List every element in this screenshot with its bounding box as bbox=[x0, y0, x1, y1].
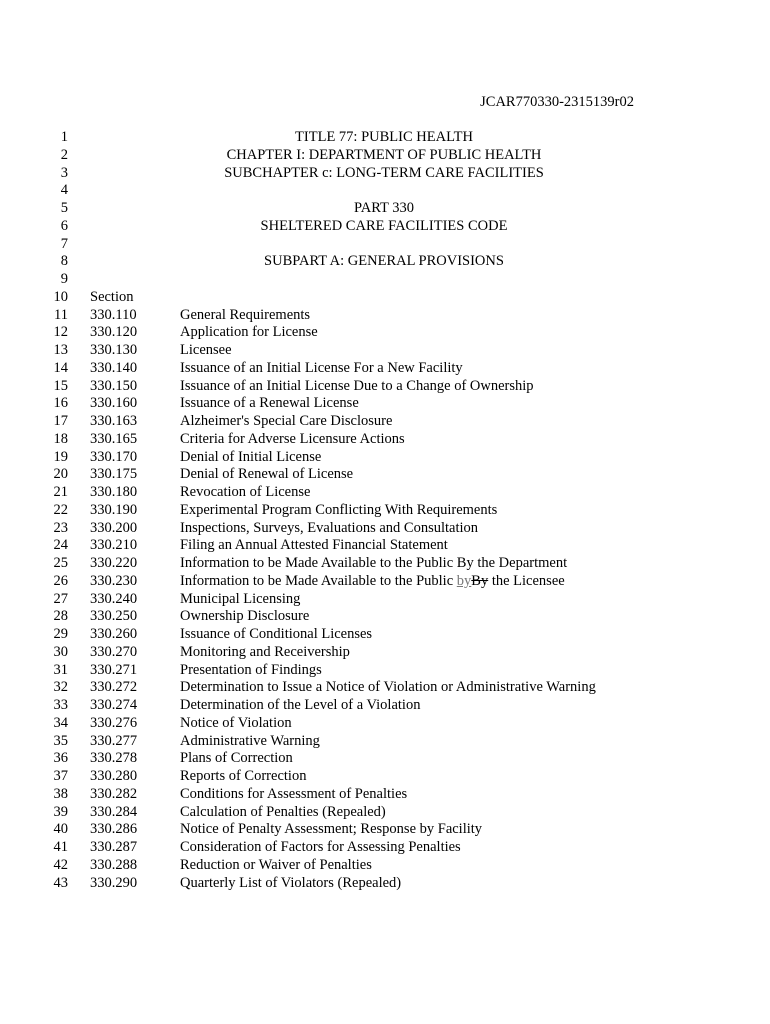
section-number: 330.250 bbox=[90, 608, 138, 625]
line-number: 16 bbox=[53, 395, 68, 412]
line-number: 11 bbox=[54, 306, 68, 323]
section-number: 330.270 bbox=[90, 643, 138, 660]
document-line bbox=[30, 484, 730, 502]
line-number: 18 bbox=[53, 430, 68, 447]
line-number: 22 bbox=[53, 501, 68, 518]
document-line bbox=[30, 271, 730, 289]
document-line bbox=[30, 733, 730, 751]
section-number: 330.271 bbox=[90, 661, 138, 678]
document-id: JCAR770330-2315139r02 bbox=[480, 94, 634, 110]
line-number: 32 bbox=[53, 679, 68, 696]
document-line bbox=[30, 165, 730, 183]
section-title: Municipal Licensing bbox=[180, 590, 301, 607]
section-title: Reduction or Waiver of Penalties bbox=[180, 856, 372, 873]
document-line bbox=[30, 750, 730, 768]
document-line bbox=[30, 715, 730, 733]
document-line bbox=[30, 342, 730, 360]
section-title: Licensee bbox=[180, 342, 232, 358]
line-number: 10 bbox=[53, 288, 68, 305]
line-number: 41 bbox=[53, 839, 68, 855]
document-line bbox=[30, 768, 730, 786]
section-title: Inspections, Surveys, Evaluations and Consultation bbox=[180, 519, 479, 536]
line-number: 23 bbox=[53, 519, 68, 536]
line-number: 7 bbox=[60, 235, 68, 252]
section-number: 330.160 bbox=[90, 395, 138, 412]
section-number: 330.277 bbox=[90, 732, 138, 749]
document-line bbox=[30, 662, 730, 680]
section-title: Calculation of Penalties (Repealed) bbox=[180, 803, 386, 820]
section-number: 330.200 bbox=[90, 519, 138, 536]
section-number: 330.287 bbox=[90, 839, 138, 855]
heading-text: SHELTERED CARE FACILITIES CODE bbox=[260, 217, 508, 234]
line-number: 6 bbox=[60, 217, 68, 234]
line-number: 3 bbox=[60, 164, 68, 181]
section-number: 330.175 bbox=[90, 466, 138, 483]
section-title: Quarterly List of Violators (Repealed) bbox=[180, 874, 402, 891]
document-line bbox=[30, 821, 730, 839]
line-number: 26 bbox=[53, 572, 68, 589]
section-title: Reports of Correction bbox=[180, 768, 307, 784]
section-title: Denial of Initial License bbox=[180, 448, 322, 465]
line-number: 9 bbox=[60, 271, 68, 287]
section-title: Notice of Violation bbox=[180, 714, 292, 731]
inserted-text: by bbox=[456, 572, 472, 589]
document-line bbox=[30, 520, 730, 538]
section-title: Determination of the Level of a Violation bbox=[180, 697, 421, 713]
document-line bbox=[30, 200, 730, 218]
section-title: Notice of Penalty Assessment; Response by Facility bbox=[180, 821, 483, 838]
section-number: 330.230 bbox=[90, 572, 138, 589]
line-number: 43 bbox=[53, 874, 68, 891]
document-line bbox=[30, 236, 730, 254]
line-number: 20 bbox=[53, 466, 68, 483]
document-line bbox=[30, 182, 730, 200]
line-number: 8 bbox=[60, 253, 68, 270]
section-title: Experimental Program Conflicting With Requirements bbox=[180, 501, 498, 518]
section-number: 330.240 bbox=[90, 590, 138, 607]
document-line bbox=[30, 875, 730, 893]
line-number: 4 bbox=[60, 182, 68, 199]
line-number: 30 bbox=[53, 643, 68, 660]
section-title: Information to be Made Available to the Public By the Department bbox=[180, 555, 568, 571]
section-number: 330.282 bbox=[90, 785, 138, 802]
section-title: Administrative Warning bbox=[180, 732, 320, 749]
heading-text: PART 330 bbox=[354, 200, 414, 216]
line-number: 33 bbox=[53, 697, 68, 713]
section-number: 330.278 bbox=[90, 750, 138, 767]
heading-text: SUBCHAPTER c: LONG-TERM CARE FACILITIES bbox=[224, 164, 544, 181]
section-number: 330.140 bbox=[90, 359, 138, 376]
section-title: Application for License bbox=[180, 324, 318, 341]
line-number: 5 bbox=[60, 200, 68, 216]
section-title: Revocation of License bbox=[180, 484, 311, 500]
line-number: 28 bbox=[53, 608, 68, 625]
section-number: 330.170 bbox=[90, 448, 138, 465]
document-line bbox=[30, 360, 730, 378]
document-line bbox=[30, 466, 730, 484]
section-number: 330.210 bbox=[90, 537, 138, 554]
line-number: 24 bbox=[53, 537, 68, 554]
section-number: 330.190 bbox=[90, 501, 138, 518]
section-title: General Requirements bbox=[180, 306, 311, 323]
section-number: 330.220 bbox=[90, 555, 138, 571]
document-line bbox=[30, 431, 730, 449]
document-line bbox=[30, 555, 730, 573]
line-number: 15 bbox=[53, 377, 68, 394]
line-number: 13 bbox=[53, 342, 68, 358]
document-line bbox=[30, 502, 730, 520]
document-line bbox=[30, 147, 730, 165]
line-number: 12 bbox=[53, 324, 68, 341]
section-number: 330.276 bbox=[90, 714, 138, 731]
section-number: 330.110 bbox=[90, 306, 137, 323]
deleted-text: By bbox=[471, 572, 489, 589]
section-number: 330.290 bbox=[90, 874, 138, 891]
section-title: Ownership Disclosure bbox=[180, 608, 310, 625]
section-number: 330.288 bbox=[90, 856, 138, 873]
document-line bbox=[30, 253, 730, 271]
document-line bbox=[30, 537, 730, 555]
line-number: 39 bbox=[53, 803, 68, 820]
document-line bbox=[30, 626, 730, 644]
line-number: 29 bbox=[53, 626, 68, 642]
section-number: Section bbox=[90, 288, 134, 305]
heading-text: TITLE 77: PUBLIC HEALTH bbox=[295, 129, 473, 145]
line-number: 34 bbox=[53, 714, 68, 731]
section-title: Criteria for Adverse Licensure Actions bbox=[180, 430, 405, 447]
section-number: 330.120 bbox=[90, 324, 138, 341]
section-number: 330.286 bbox=[90, 821, 138, 838]
heading-text: CHAPTER I: DEPARTMENT OF PUBLIC HEALTH bbox=[226, 146, 542, 163]
section-number: 330.163 bbox=[90, 413, 138, 429]
document-line bbox=[30, 804, 730, 822]
line-number: 38 bbox=[53, 785, 68, 802]
section-title: Plans of Correction bbox=[180, 750, 293, 767]
section-number: 330.284 bbox=[90, 803, 138, 820]
document-line bbox=[30, 307, 730, 325]
document-line bbox=[30, 289, 730, 307]
document-line bbox=[30, 449, 730, 467]
line-number: 42 bbox=[53, 856, 68, 873]
section-title: Consideration of Factors for Assessing Penalties bbox=[180, 839, 461, 855]
line-number: 37 bbox=[53, 768, 68, 784]
document-line bbox=[30, 218, 730, 236]
section-title: Filing an Annual Attested Financial Statement bbox=[180, 537, 448, 554]
section-title: Issuance of a Renewal License bbox=[180, 395, 359, 412]
line-number: 36 bbox=[53, 750, 68, 767]
line-number: 2 bbox=[60, 146, 68, 163]
document-line bbox=[30, 857, 730, 875]
document-line bbox=[30, 786, 730, 804]
section-title: Monitoring and Receivership bbox=[180, 643, 350, 660]
line-number: 14 bbox=[53, 359, 68, 376]
document-line bbox=[30, 697, 730, 715]
document-line bbox=[30, 413, 730, 431]
section-title: Conditions for Assessment of Penalties bbox=[180, 785, 408, 802]
document-line bbox=[30, 608, 730, 626]
heading-text: SUBPART A: GENERAL PROVISIONS bbox=[264, 253, 504, 270]
section-number: 330.272 bbox=[90, 679, 138, 696]
section-title: Information to be Made Available to the Public byBy the Licensee bbox=[180, 572, 565, 589]
document-line bbox=[30, 324, 730, 342]
line-number: 19 bbox=[53, 448, 68, 465]
document-line bbox=[30, 129, 730, 147]
line-number: 40 bbox=[53, 821, 68, 838]
section-number: 330.150 bbox=[90, 377, 138, 394]
section-number: 330.260 bbox=[90, 626, 138, 642]
line-number: 1 bbox=[60, 129, 68, 145]
line-number: 25 bbox=[53, 555, 68, 571]
section-title: Presentation of Findings bbox=[180, 661, 322, 678]
line-number: 27 bbox=[53, 590, 68, 607]
section-number: 330.280 bbox=[90, 768, 138, 784]
document-line bbox=[30, 395, 730, 413]
section-title: Issuance of an Initial License Due to a Change of Ownership bbox=[180, 377, 534, 394]
section-title: Determination to Issue a Notice of Violation or Administrative Warning bbox=[180, 679, 596, 696]
section-number: 330.180 bbox=[90, 484, 138, 500]
document-line bbox=[30, 839, 730, 857]
section-number: 330.165 bbox=[90, 430, 138, 447]
line-number: 21 bbox=[53, 484, 68, 500]
section-number: 330.130 bbox=[90, 342, 138, 358]
document-line bbox=[30, 644, 730, 662]
document-line bbox=[30, 573, 730, 591]
section-number: 330.274 bbox=[90, 697, 138, 713]
document-line bbox=[30, 679, 730, 697]
numbered-lines bbox=[30, 129, 730, 892]
section-title: Alzheimer's Special Care Disclosure bbox=[180, 413, 393, 429]
line-number: 31 bbox=[53, 661, 68, 678]
line-number: 35 bbox=[53, 732, 68, 749]
section-title: Issuance of an Initial License For a New Facility bbox=[180, 359, 463, 376]
section-title: Issuance of Conditional Licenses bbox=[180, 626, 373, 642]
section-title: Denial of Renewal of License bbox=[180, 466, 354, 483]
line-number: 17 bbox=[53, 413, 68, 429]
document-line bbox=[30, 591, 730, 609]
document-line bbox=[30, 378, 730, 396]
